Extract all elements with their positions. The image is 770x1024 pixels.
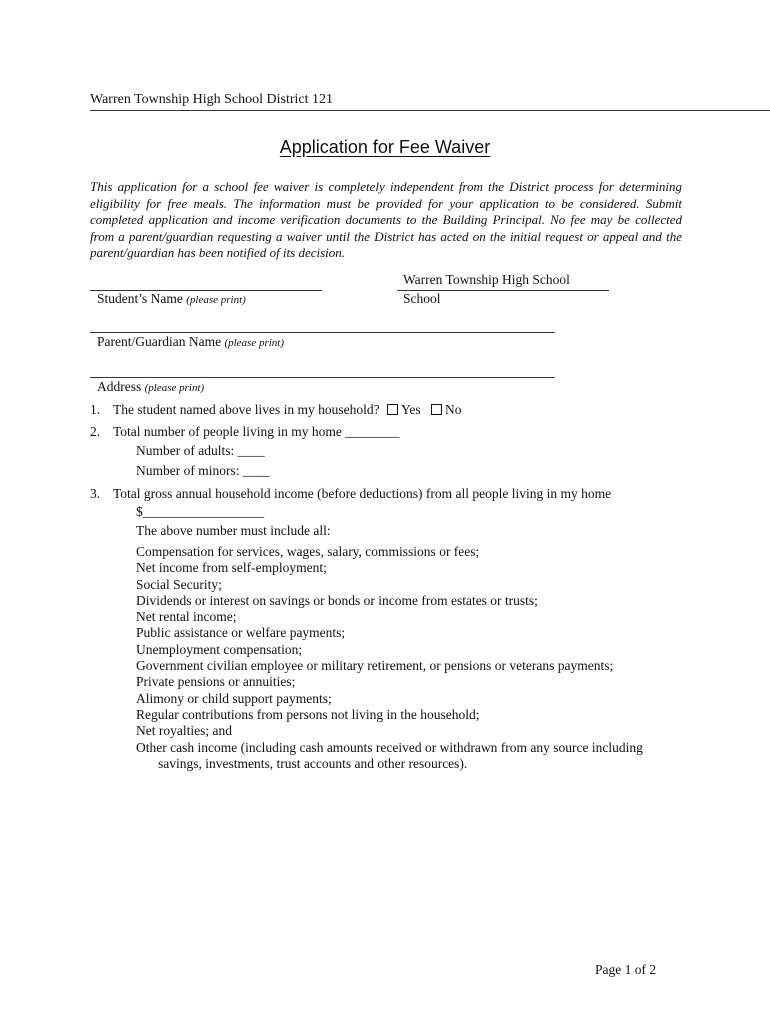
student-name-label-text: Student’s Name xyxy=(97,291,183,306)
list-item: Compensation for services, wages, salary, commissions or fees; xyxy=(136,544,480,559)
intro-paragraph: This application for a school fee waiver is completely independent from the District process for determining eligibility for free meals. The information must be provided for your application to be considered. Submit completed application and income verification documents to the Building Principal. No fee may be collected from a parent/guardian requesting a waiver until the District has acted on the initial request or appeal and the parent/guardian has been notified of its decision. xyxy=(90,179,682,260)
list-item: Social Security; xyxy=(136,576,222,592)
income-list xyxy=(136,544,643,772)
adults-count-field: Number of adults: ____ xyxy=(136,443,265,458)
question-3 xyxy=(90,486,611,502)
list-item: Alimony or child support payments; xyxy=(136,690,332,706)
question-1-number: 1. xyxy=(90,402,101,417)
header-rule xyxy=(90,110,770,111)
parent-name-line[interactable] xyxy=(90,332,555,333)
question-3-number: 3. xyxy=(90,486,101,501)
list-item: Public assistance or welfare payments; xyxy=(136,625,346,641)
minors-count-field: Number of minors: ____ xyxy=(136,463,270,478)
title-text: Application for Fee Waiver xyxy=(279,137,491,157)
list-item: Government civilian employee or military retirement, or pensions or veterans payments; xyxy=(136,658,614,674)
address-label-text: Address xyxy=(97,379,142,394)
student-name-label xyxy=(97,291,246,307)
question-3-text: Total gross annual household income (before deductions) from all people living in my home xyxy=(113,486,612,501)
school-label: School xyxy=(403,291,441,306)
page-number: Page 1 of 2 xyxy=(595,962,657,977)
parent-name-hint: (please print) xyxy=(224,337,285,349)
address-hint: (please print) xyxy=(144,382,205,394)
list-item: Net royalties; and xyxy=(136,723,232,739)
question-1-text: The student named above lives in my household? xyxy=(113,402,380,417)
list-item: Unemployment compensation; xyxy=(136,641,303,657)
parent-name-label-text: Parent/Guardian Name xyxy=(97,334,222,349)
list-item: Dividends or interest on savings or bonds or income from estates or trusts; xyxy=(136,592,538,608)
question-2-number: 2. xyxy=(90,424,101,439)
school-value: Warren Township High School xyxy=(403,272,570,287)
list-item: Net income from self-employment; xyxy=(136,560,327,576)
income-amount-field: $__________________ xyxy=(136,504,265,519)
list-item: Regular contributions from persons not living in the household; xyxy=(136,706,480,722)
parent-name-label xyxy=(97,334,284,350)
question-2 xyxy=(90,424,399,440)
list-item: Net rental income; xyxy=(136,609,237,625)
district-header: Warren Township High School District 121 xyxy=(90,92,333,107)
no-label: No xyxy=(444,402,462,417)
list-item-continuation: savings, investments, trust accounts and other resources). xyxy=(158,755,468,771)
list-item: Other cash income (including cash amounts received or withdrawn from any source including xyxy=(136,739,643,755)
question-2-text: Total number of people living in my home ________ xyxy=(113,424,400,439)
yes-label: Yes xyxy=(400,402,421,417)
no-checkbox[interactable] xyxy=(431,404,442,415)
question-1 xyxy=(90,402,461,418)
address-label xyxy=(97,379,204,395)
list-item: Private pensions or annuities; xyxy=(136,674,296,690)
yes-checkbox[interactable] xyxy=(387,404,398,415)
income-note: The above number must include all: xyxy=(136,523,331,538)
page-title xyxy=(0,137,770,158)
student-name-hint: (please print) xyxy=(186,294,246,306)
address-line[interactable] xyxy=(90,377,555,378)
